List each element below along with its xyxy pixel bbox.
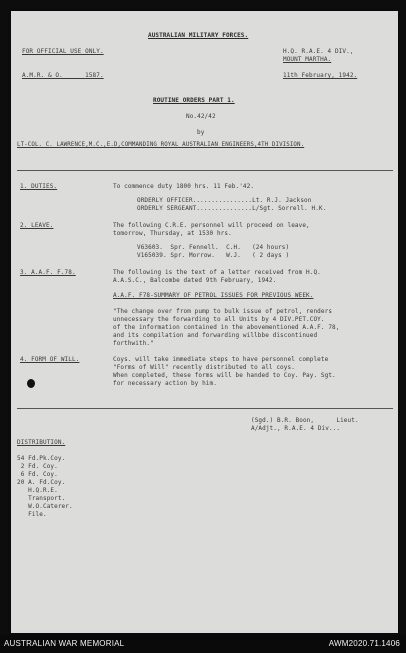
- will-line-4: for necessary action by him.: [113, 380, 217, 387]
- order-label-aaf: 3. A.A.F. F.78.: [20, 269, 76, 276]
- leave-person-1: V63603. Spr. Fennell. C.H. (24 hours): [137, 244, 290, 251]
- aaf-line-1: The following is the text of a letter received from H.Q.: [113, 269, 321, 276]
- distribution-item: 2 Fd. Coy.: [17, 463, 58, 470]
- distribution-item: W.O.Caterer.: [17, 503, 73, 510]
- distribution-label: DISTRIBUTION.: [17, 439, 66, 446]
- divider: [17, 408, 393, 409]
- reference-number: A.M.R. & O. 1587.: [22, 72, 104, 79]
- force-heading: AUSTRALIAN MILITARY FORCES.: [148, 32, 249, 39]
- aaf-subhead: A.A.F. F78-SUMMARY OF PETROL ISSUES FOR PREVIOUS WEEK.: [113, 292, 314, 299]
- leave-person-2: V165039. Spr. Morrow. W.J. ( 2 days ): [137, 252, 290, 259]
- leave-line-2: tomorrow, Thursday, at 1530 hrs.: [113, 230, 232, 237]
- aaf-quote-2: unnecessary the forwarding to all Units by 4 DIV.PET.COY.: [113, 316, 325, 323]
- hq-line-2: MOUNT MARTHA.: [283, 56, 332, 63]
- archive-footer: [0, 635, 406, 653]
- distribution-item: 54 Fd.Pk.Coy.: [17, 455, 66, 462]
- orderly-officer: ORDERLY OFFICER................Lt. R.J. Jackson: [137, 197, 312, 204]
- aaf-quote-4: and its compilation and forwarding willbbe discontinued: [113, 332, 318, 339]
- official-use-label: FOR OFFICIAL USE ONLY.: [22, 48, 104, 55]
- aaf-quote-5: forthwith.": [113, 340, 154, 347]
- leave-line-1: The following C.R.E. personnel will proceed on leave,: [113, 222, 310, 229]
- divider: [17, 170, 393, 171]
- order-label-will: 4. FORM OF WILL.: [20, 356, 80, 363]
- signature-line-1: (Sgd.) B.R. Boon, Lieut.: [251, 417, 359, 424]
- order-label-duties: 1. DUTIES.: [20, 183, 58, 190]
- document-date: 11th February, 1942.: [283, 72, 358, 79]
- distribution-item: File.: [17, 511, 47, 518]
- aaf-quote-3: of the information contained in the abovementioned A.A.F. 78,: [113, 324, 340, 331]
- order-label-leave: 2. LEAVE.: [20, 222, 54, 229]
- punch-hole: [27, 379, 35, 388]
- aaf-quote-1: "The change over from pump to bulk issue of petrol, renders: [113, 308, 333, 315]
- distribution-item: 6 Fd. Coy.: [17, 471, 58, 478]
- will-line-2: "Forms of Will" recently distributed to all coys.: [113, 364, 295, 371]
- commanding-officer: LT-COL. C. LAWRENCE,M.C.,E.D,COMMANDING ROYAL AUSTRALIAN ENGINEERS,4TH DIVISION.: [17, 142, 305, 148]
- archive-name: AUSTRALIAN WAR MEMORIAL: [4, 639, 125, 648]
- orders-title: ROUTINE ORDERS PART 1.: [153, 97, 235, 104]
- signature-line-2: A/Adjt., R.A.E. 4 Div...: [251, 425, 341, 432]
- orderly-sergeant: ORDERLY SERGEANT...............L/Sgt. Sorrell. H.K.: [137, 205, 327, 212]
- distribution-item: H.Q.R.E.: [17, 487, 58, 494]
- archive-reference: AWM2020.71.1406: [328, 639, 400, 648]
- will-line-1: Coys. will take immediate steps to have personnel complete: [113, 356, 329, 363]
- distribution-item: Transport.: [17, 495, 66, 502]
- duties-text: To commence duty 1800 hrs. 11 Feb.'42.: [113, 183, 255, 190]
- hq-line-1: H.Q. R.A.E. 4 DIV.,: [283, 48, 354, 55]
- document-page: [11, 11, 398, 633]
- orders-by: by: [197, 129, 205, 136]
- will-line-3: When completed, these forms will be handed to Coy. Pay. Sgt.: [113, 372, 336, 379]
- orders-number: No.42/42: [186, 113, 216, 120]
- aaf-line-2: A.A.S.C., Balcombe dated 9th February, 1942.: [113, 277, 277, 284]
- distribution-item: 20 A. Fd.Coy.: [17, 479, 66, 486]
